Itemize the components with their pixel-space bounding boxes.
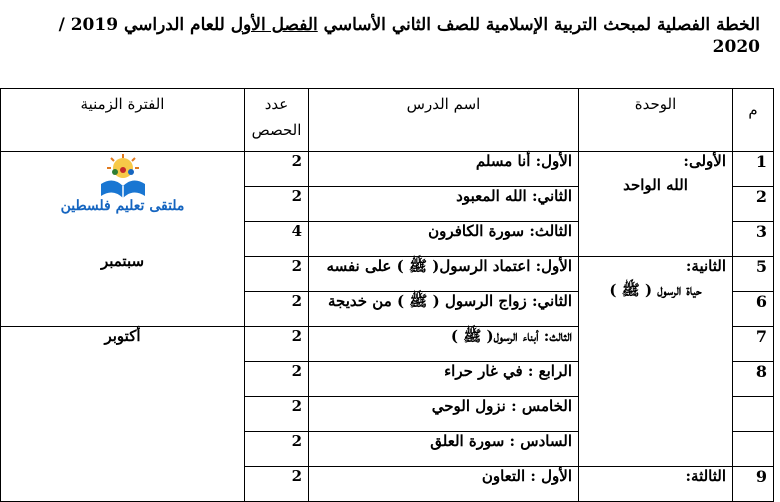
lesson-name: الأول : التعاون [309, 467, 579, 502]
lesson-count: 2 [245, 467, 309, 502]
lesson-name: الخامس : نزول الوحي [309, 397, 579, 432]
logo-text: ملتقى تعليم فلسطين [60, 198, 185, 214]
lesson-name: الثاني: الله المعبود [309, 187, 579, 222]
lesson-count: 4 [245, 222, 309, 257]
row-num: 6 [733, 292, 774, 327]
header-unit: الوحدة [579, 89, 733, 152]
lesson-name: الأول: اعتماد الرسول( ﷺ ) على نفسه [309, 257, 579, 292]
page-title [40, 14, 760, 58]
title-semester: الفصل الأول [230, 15, 318, 35]
row-num: 3 [733, 222, 774, 257]
row-num: 8 [733, 362, 774, 397]
month-october: أكتوبر [104, 327, 141, 345]
lesson-count: 2 [245, 327, 309, 362]
title-part1: الخطة الفصلية لمبحث التربية الإسلامية للصف الثاني الأساسي [317, 15, 760, 35]
lesson-name: الثالث: أبناء الرسول( ﷺ ) [309, 327, 579, 362]
row-num: 1 [733, 152, 774, 187]
header-row [1, 89, 774, 152]
book-logo-icon [97, 154, 149, 200]
row-num [733, 432, 774, 467]
unit-1-cell: الأولى: الله الواحد [579, 152, 733, 257]
header-period: الفترة الزمنية [1, 89, 245, 152]
lesson-count: 2 [245, 187, 309, 222]
month-september: سبتمبر [100, 252, 145, 270]
header-count: عدد الحصص [245, 89, 309, 152]
unit-3-cell: الثالثة: [579, 467, 733, 502]
row-num [733, 397, 774, 432]
lesson-count: 2 [245, 397, 309, 432]
table-row [1, 152, 774, 187]
period-september [1, 152, 245, 327]
header-num: م [733, 89, 774, 152]
row-num: 2 [733, 187, 774, 222]
logo [7, 154, 238, 214]
lesson-name: الرابع : في غار حراء [309, 362, 579, 397]
row-num: 7 [733, 327, 774, 362]
period-october [1, 327, 245, 502]
title-part2: للعام الدراسي 2019 / 2020 [58, 15, 760, 57]
row-num: 9 [733, 467, 774, 502]
plan-table [0, 88, 774, 502]
lesson-count: 2 [245, 152, 309, 187]
lesson-name: الأول: أنا مسلم [309, 152, 579, 187]
lesson-name: الثاني: زواج الرسول ( ﷺ ) من خديجة [309, 292, 579, 327]
lesson-count: 2 [245, 362, 309, 397]
unit-2-cell: الثانية: حياة الرسول ( ﷺ ) [579, 257, 733, 467]
lesson-name: الثالث: سورة الكافرون [309, 222, 579, 257]
row-num: 5 [733, 257, 774, 292]
header-lesson: اسم الدرس [309, 89, 579, 152]
lesson-count: 2 [245, 292, 309, 327]
lesson-name: السادس : سورة العلق [309, 432, 579, 467]
lesson-count: 2 [245, 432, 309, 467]
lesson-count: 2 [245, 257, 309, 292]
